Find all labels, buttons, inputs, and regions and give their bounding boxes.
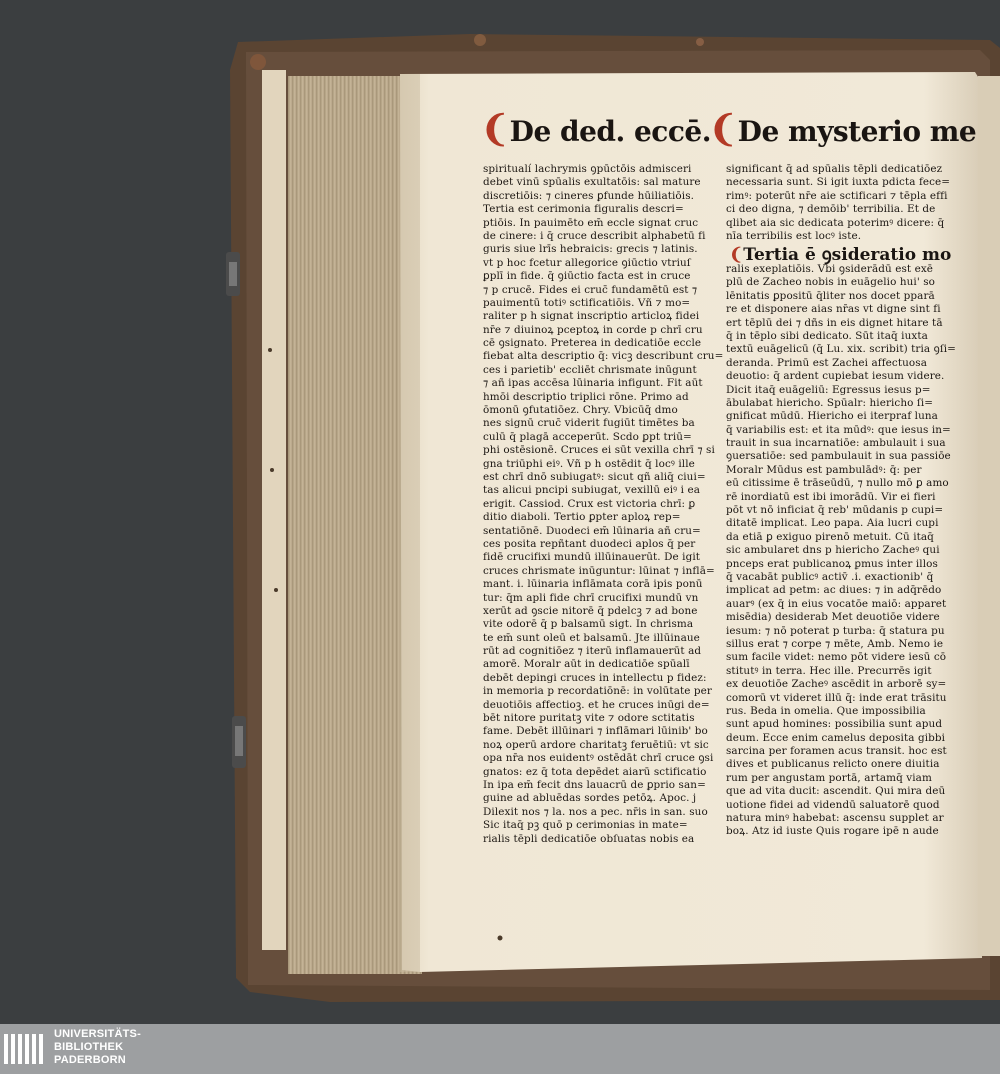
text-line: cruces chrismate inūguntur: lūinat ⁊ inflā= [483,564,715,577]
text-line: raliter p h̄ signat inscriptio articloꝝ fidei [483,310,700,323]
right-text-column-bottom [726,263,966,839]
text-line: in memoria p recordatiōnē: in volūtate per [483,685,712,698]
text-line: bēt nitore puritatꝫ vite ⁊ odore sctitatis [483,712,695,725]
text-line: pōt vt nō inficiat q̄ reb' mūdanis p cupi= [726,504,944,517]
text-line: te em̄ sunt oleū et balsamū. Jte illūinaue [483,631,700,644]
text-line: ex deuotiōe Zacheꝰ ascēdit in arborē sy= [726,678,947,691]
text-line: noꝝ operū ardore charitatꝫ feruētiū: vt sic [483,738,709,751]
text-line: nīa terribilis est locꝰ iste. [726,229,862,242]
text-line: rūt ad cognitiōez ⁊ iterū inflamauerūt ad [483,645,702,658]
text-line: gnatos: ez q̄ tota depēdet aiarū sctificatio [483,765,707,778]
text-line: ralis exeplatiōis. Vbi ꝯsiderādū est exē [726,263,934,275]
text-line: opa nr̄a nos euidentꝰ ostēdāt chrī cruce ꝯsi [483,752,714,765]
text-line: q̄ variabilis est: et ita mūdꝰ: que iesus in= [726,423,951,436]
library-footer [0,1024,1000,1074]
text-line: ⁊ añ ipas accēsa lūinaria infigunt. Fit aūt [483,377,703,390]
text-line: spiritualí lachrymis ꝯpūctōis admisceri [483,163,692,175]
endleaf [262,70,286,950]
right-text-column-top [726,163,966,243]
text-line: ci deo digna, ⁊ demōib' terribilia. Et de [726,203,936,216]
text-line: q̄ vacabāt publicꝰ activ̄ .i. exactionib' q̄ [726,570,934,583]
text-line: ōmonū ꝯfutatiōez. Chry. Vbicūq̄ dmo [483,404,678,417]
text-line: est chrī dnō subiugatꝰ: sicut qñ aliq̄ ciui= [483,470,706,483]
text-line: Sic itaq̄ pꝫ quō p cerimonias in mate= [483,819,688,832]
text-line: rum per angustam portā, artamq̄ viam [726,771,932,784]
text-line: trauit in sua incarnatiōe: ambulauit i sua [726,437,946,450]
text-line: ditatē implicat. Leo papa. Aia lucri cupi [726,517,939,530]
text-line: ert tēplū dei ⁊ dñs in eis dignet hitare tā [726,316,943,329]
text-line: rialis tēpli dedicatiōe obſuatas nobis ea [483,832,695,845]
text-line: hmōi descriptio triplici rōne. Primo ad [483,390,689,403]
text-line: amorē. Moralr aūt in dedicatiōe spūalī [483,658,690,671]
text-line: xerūt ad ꝯscie nitorē q̄ pdelcꝫ ⁊ ad bone [483,604,698,617]
text-line: deum. Ecce enim camelus deposita gibbi [726,731,946,744]
text-line: debēt depingi cruces in intellectu p fidez: [483,671,707,684]
text-line: plū de Zacheo nobis in euāgelio hui' so [726,276,935,289]
text-line: sarcina per foramen acus transit. hoc est [726,745,947,758]
text-line: rē inordiatū est ibi imorādū. Vir ei fieri [726,490,936,503]
text-line: deranda. Primū est Zachei affectuosa [726,356,928,369]
text-line: rimꝰ: poterūt nr̄e aie sctificari ⁊ tēpla effi [726,189,948,202]
text-line: da etiā ꝑ exiguo pirenō metuit. Cū itaq̄ [726,530,934,543]
text-line: In ipa em̄ fecit dns lauacrū de ꝑprio san= [483,778,706,791]
text-line: auarꝰ (ex q̄ in eius vocatōe maiō: apparet [726,597,947,610]
text-line: erigit. Cassiod. Crux est victoria chrī: ꝑ [483,497,696,510]
text-line: comorū vt videret illū q̄: inde erat trāsitu [726,691,947,704]
text-line: fame. Debēt illūinari ⁊ inflāmari lūinib' bo [483,725,708,738]
text-line: sunt apud homines: possibilia sunt apud [726,718,943,731]
text-line: ābulabat hiericho. Spūalr: hiericho ſi= [726,396,934,409]
heading-right: ❨De mysterio me [708,108,977,150]
text-line: rus. Beda in omelia. Que impossibilia [726,704,926,717]
text-line: re et disponere aias nr̄as vt digne sint fi [726,303,941,316]
right-subheading: ❨Tertia ē ꝯsideratio mo [729,245,952,265]
text-line: Moralr Mūdus est pambulādꝰ: q̄: per [726,463,922,476]
text-line: nr̄e ⁊ diuinoꝝ pceptoꝝ in corde p chrī cru [483,323,703,336]
text-line: deuotio: q̄ ardent cupiebat iesum videre. [726,370,945,383]
text-line: ces posita repñtant duodeci aplos q̄ per [483,537,696,550]
text-line: Tertia est cerimonia figuralis descri= [483,203,684,216]
text-line: mant. i. lūinaria inflāmata corā ipis ponū [483,578,703,591]
text-line: ces i parietib' eccliēt chrismate inūgunt [483,363,697,376]
text-line: Dilexit nos ⁊ la. nos a pec. nr̄is in san. suo [483,805,708,818]
text-line: ꝑplī in fide. q̄ ꝯiūctio facta est in cruce [483,270,691,283]
logo-line-2: BIBLIOTHEK [54,1041,124,1053]
text-line: iesum: ⁊ nō poterat p turba: q̄ statura pu [726,624,945,637]
text-line: boꝝ. Atz id iuste Quis rogare ipē n aude [726,825,939,838]
text-line: misēdia) desiderab Met deuotiōe videre [726,611,940,624]
library-logo-text [54,1028,141,1067]
text-line: significant q̄ ad spūalis tēpli dedicatiōez [726,163,943,175]
text-line: guris siue lrīs hebraicis: grecis ⁊ latinis. [483,243,698,256]
text-line: culū q̄ plagā acceperūt. Scdo ꝑpt triū= [483,430,692,443]
text-line: implicat ad petm: ac diues: ⁊ in adq̄rēdo [726,584,942,597]
text-line: nes signū cruc̄ viderit fugiūt timētes ba [483,417,695,430]
text-line: ꝯuersatiōe: sed pambulauit in sua passiōe [726,450,951,463]
text-line: vt p hoc fcetur allegorice ꝯiūctio vtriuſ [483,256,691,269]
text-line: necessaria sunt. Si igit iuxta pdicta fece= [726,176,951,189]
text-line: natura minꝰ habebat: ascensu supplet ar [726,812,944,825]
text-line: ⁊ p crucē. Fides ei cruc̄ fundamētū est ⁊ [483,283,698,296]
text-line: sentatiōnē. Duodeci em̄ lūinaria añ cru= [483,524,701,537]
text-line: q̄ in tēplo sibi dedicato. Sūt itaq̄ iuxta [726,329,928,342]
text-line: ptiōis. In pauimēto em̄ eccle signat cruc [483,216,699,229]
text-line: pnceps erat publicanoꝝ ꝑmus inter illos [726,557,938,570]
library-logo-icon [4,1030,48,1068]
text-line: fidē crucifixi mundū illūinauerūt. De igit [483,551,701,564]
text-line: que ad vita ducit: ascendit. Qui mira deū [726,785,946,798]
text-line: phi ostēsionē. Cruces ei sūt vexilla chrī ⁊ si [483,444,715,457]
heading-left: ❨De ded. eccē. [480,108,711,150]
text-line: gna triūphi eiꝰ. Vñ p h̄ ostēdit q̄ locꝰ ille [483,457,695,470]
text-line: textū euāgelicū (q̄ Lu. xix. scribit) tria ꝯſi= [726,343,956,356]
text-line: lēnitatis ꝑpositū q̄liter nos docet pparā [726,289,935,302]
text-line: ditio diaboli. Tertio ꝑpter aploꝝ rep= [483,511,681,524]
text-line: fiebat alta descriptio q̄: vicꝫ describunt cru= [483,350,723,363]
text-line: deuotiōis affectioꝫ. et he cruces inūgi de= [483,698,710,711]
text-line: stitutꝰ in terra. Hec ille. Precurrēs igit [726,664,932,677]
text-line: vite odorē q̄ p balsamū sigt. In chrisma [483,618,694,631]
text-line: tur: q̄m apli fide chrī crucifixi mundū vn [483,591,699,604]
text-line: eū citissime ē trāseūdū, ⁊ nullo mō ꝑ amo [726,477,949,490]
logo-line-3: PADERBORN [54,1054,126,1066]
text-line: sillus erat ⁊ corpe ⁊ mēte, Amb. Nemo ie [726,637,944,650]
text-line: sum facile videt: nemo pōt videre iesū cō [726,651,947,664]
text-line: qlibet aia sic dedicata poterimꝰ dicere: q̄ [726,216,945,229]
text-line: pauimentū totiꝰ sctificatiōis. Vñ ⁊ mo= [483,296,691,309]
text-line: dives et publicanus relicto onere diuitia [726,758,940,771]
text-line: tas alicui pncipi subiugat, vexillū eiꝰ i ea [483,484,701,497]
text-line: sic ambularet dns p hiericho Zacheꝰ qui [726,544,940,557]
text-line: cē ꝯsignato. Preterea in dedicatiōe eccle [483,337,702,350]
text-line: discretiōis: ⁊ cineres ꝑfunde hūiliatiōis. [483,189,695,202]
left-text-column [483,163,723,846]
text-line: de cinere: i q̄ cruce describit alphabetū fi [483,229,706,242]
text-line: uotione fidei ad videndū saluatorē quod [726,798,940,811]
text-line: gnificat mūdū. Hiericho ei iterpraf luna [726,410,938,423]
text-line: debet vinū spūalis exultatōis: sal mature [483,176,701,189]
text-line: Dicit itaq̄ euāgeliū: Egressus iesus p= [726,383,931,396]
text-line: guine ad abluēdas sordes petōꝝ. Apoc. j [483,792,697,805]
logo-line-1: UNIVERSITÄTS- [54,1028,141,1040]
